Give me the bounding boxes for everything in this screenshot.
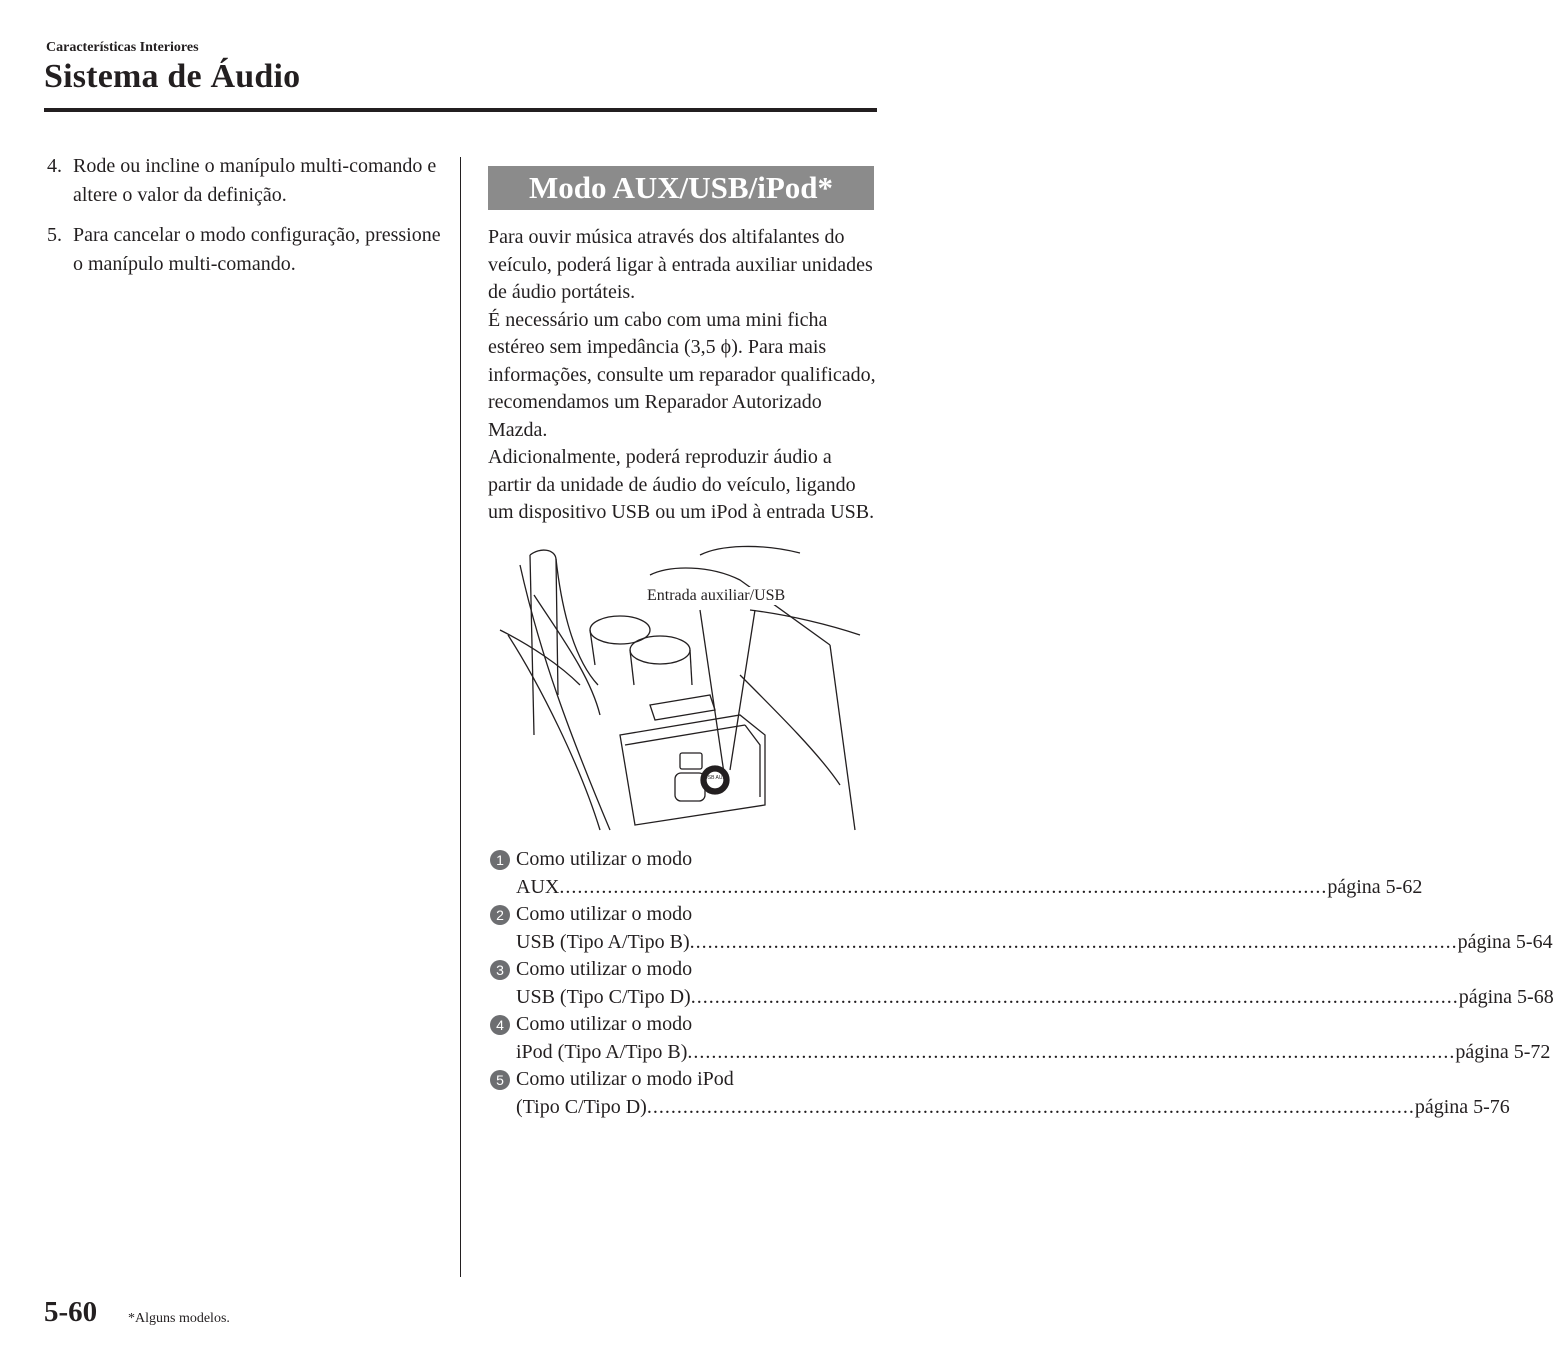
- reference-item[interactable]: [490, 956, 1554, 1011]
- intro-paragraph: Adicionalmente, poderá reproduzir áudio a partir da unidade de áudio do veículo, ligando um dispositivo USB ou um iPod à entrada USB.: [488, 446, 875, 523]
- reference-list: [490, 846, 1554, 1121]
- circled-number: 1: [490, 850, 510, 870]
- intro-text: [488, 224, 880, 527]
- page-title: Sistema de Áudio: [44, 58, 301, 95]
- reference-desc: (Tipo C/Tipo D): [516, 1095, 647, 1118]
- reference-item[interactable]: [490, 1011, 1551, 1066]
- circled-number: 2: [490, 905, 510, 925]
- intro-paragraph: Para ouvir música através dos altifalantes do veículo, poderá ligar à entrada auxiliar unidades de áudio portáteis.: [488, 226, 873, 303]
- step-item: [47, 152, 447, 210]
- reference-page-link[interactable]: página 5-76: [1414, 1095, 1510, 1118]
- left-column: [47, 152, 447, 290]
- reference-desc: iPod (Tipo A/Tipo B): [516, 1040, 688, 1063]
- dot-leader: [559, 874, 1327, 902]
- reference-page-link[interactable]: página 5-62: [1327, 875, 1423, 898]
- reference-item[interactable]: [490, 1066, 1510, 1121]
- title-rule: [44, 108, 877, 112]
- reference-title: Como utilizar o modo: [516, 958, 693, 980]
- footnote: *Alguns modelos.: [128, 1311, 230, 1326]
- dot-leader: [647, 1094, 1415, 1122]
- reference-desc: USB (Tipo C/Tipo D): [516, 985, 691, 1008]
- console-drawing: [500, 535, 860, 830]
- circled-number: 3: [490, 960, 510, 980]
- page-number: 5-60: [44, 1296, 98, 1328]
- step-text: Rode ou incline o manípulo multi-comando e altere o valor da definição.: [73, 155, 437, 206]
- step-number: 5.: [47, 224, 62, 246]
- reference-title: Como utilizar o modo: [516, 1013, 693, 1035]
- step-number: 4.: [47, 155, 62, 177]
- step-item: [47, 221, 447, 279]
- column-divider: [460, 157, 461, 1277]
- reference-title: Como utilizar o modo iPod: [516, 1068, 734, 1090]
- reference-desc: USB (Tipo A/Tipo B): [516, 930, 690, 953]
- step-text: Para cancelar o modo configuração, pressione o manípulo multi-comando.: [73, 224, 441, 275]
- circled-number: 5: [490, 1070, 510, 1090]
- reference-page-link[interactable]: página 5-64: [1457, 930, 1553, 953]
- reference-item[interactable]: [490, 846, 1423, 901]
- reference-title: Como utilizar o modo: [516, 848, 693, 870]
- reference-page-link[interactable]: página 5-68: [1458, 985, 1554, 1008]
- intro-paragraph: É necessário um cabo com uma mini ficha estéreo sem impedância (3,5 ϕ). Para mais informações, consulte um reparador qualificado, recomendamos um Reparador Autorizado Mazda.: [488, 308, 876, 441]
- reference-page-link[interactable]: página 5-72: [1455, 1040, 1551, 1063]
- console-illustration: [500, 535, 860, 830]
- port-label: USB AUX: [704, 775, 726, 781]
- circled-number: 4: [490, 1015, 510, 1035]
- dot-leader: [691, 984, 1459, 1012]
- dot-leader: [687, 1039, 1455, 1067]
- reference-desc: AUX: [516, 875, 560, 898]
- reference-item[interactable]: [490, 901, 1553, 956]
- section-label: Características Interiores: [46, 40, 199, 55]
- reference-title: Como utilizar o modo: [516, 903, 693, 925]
- dot-leader: [690, 929, 1458, 957]
- section-heading: Modo AUX/USB/iPod*: [488, 166, 874, 210]
- figure-callout: Entrada auxiliar/USB: [647, 587, 786, 604]
